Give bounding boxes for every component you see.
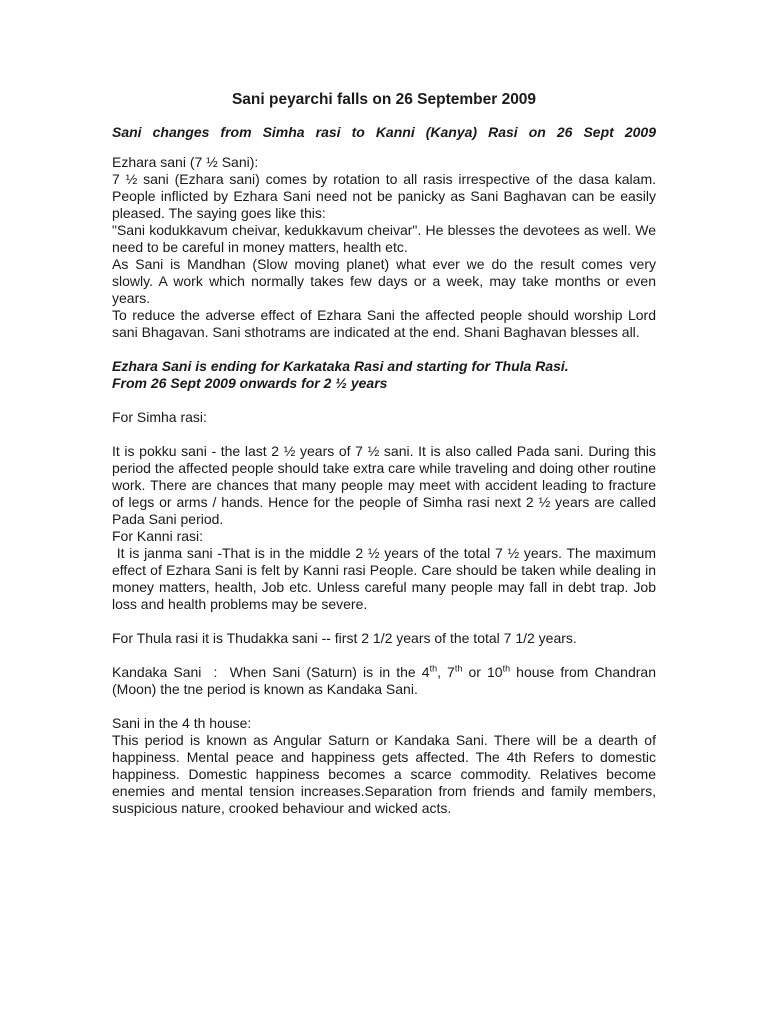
spacer	[112, 392, 656, 409]
spacer	[112, 426, 656, 443]
house4-section	[112, 715, 656, 817]
intro-paragraph-2: "Sani kodukkavum cheivar, kedukkavum cheivar". He blesses the devotees as well. We need to be careful in money matters, health etc.	[112, 222, 656, 255]
intro-heading: Ezhara sani (7 ½ Sani):	[112, 154, 259, 170]
kandaka-sup-2: th	[454, 663, 463, 674]
house4-heading: Sani in the 4 th house:	[112, 715, 252, 731]
kandaka-part-3: or 10	[462, 664, 503, 680]
intro-paragraph-3: As Sani is Mandhan (Slow moving planet) what ever we do the result comes very slowly. A work which normally takes few days or a week, may take months or even years.	[112, 256, 656, 306]
page-subtitle: Sani changes from Simha rasi to Kanni (Kanya) Rasi on 26 Sept 2009	[112, 124, 656, 140]
spacer	[112, 341, 656, 358]
page-title: Sani peyarchi falls on 26 September 2009	[231, 91, 537, 108]
simha-section	[112, 409, 660, 613]
thula-section	[112, 630, 656, 647]
kandaka-text	[112, 663, 660, 698]
kanni-heading: For Kanni rasi:	[112, 528, 204, 544]
kandaka-part-2: , 7	[437, 664, 455, 680]
kandaka-part-1: Kandaka Sani : When Sani (Saturn) is in the 4	[112, 664, 430, 680]
spacer	[112, 698, 656, 715]
ending-line-1: Ezhara Sani is ending for Karkataka Rasi and starting for Thula Rasi.	[112, 358, 569, 374]
thula-text: For Thula rasi it is Thudakka sani -- first 2 1/2 years of the total 7 1/2 years.	[112, 630, 577, 646]
intro-section	[112, 154, 656, 341]
kandaka-section	[112, 663, 660, 698]
kandaka-sup-1: th	[429, 663, 438, 674]
simha-body: It is pokku sani - the last 2 ½ years of 7 ½ sani. It is also called Pada sani. During this period the affected people should take extra care while traveling and doing other routine work. There are chances that many people may meet with accident leading to fracture of legs or arms / hands. Hence for the people of Simha rasi next 2 ½ years are called Pada Sani period.	[112, 443, 656, 527]
house4-body: This period is known as Angular Saturn or Kandaka Sani. There will be a dearth of happiness. Mental peace and happiness gets affected. The 4th Refers to domestic happiness. Domestic happiness becomes a scarce commodity. Relatives become enemies and mental tension increases.Separation from friends and family members, suspicious nature, crooked behaviour and wicked acts.	[112, 732, 656, 816]
ending-line-2: From 26 Sept 2009 onwards for 2 ½ years	[112, 375, 388, 391]
intro-paragraph-4: To reduce the adverse effect of Ezhara Sani the affected people should worship Lord sani Bhagavan. Sani sthotrams are indicated at the end. Shani Baghavan blesses all.	[112, 307, 656, 340]
spacer	[112, 647, 656, 664]
kanni-body: It is janma sani -That is in the middle 2 ½ years of the total 7 ½ years. The maximum effect of Ezhara Sani is felt by Kanni rasi People. Care should be taken while dealing in money matters, health, Job etc. Unless careful many people may fall in debt trap. Job loss and health problems may be severe.	[112, 545, 660, 612]
intro-paragraph-1: 7 ½ sani (Ezhara sani) comes by rotation to all rasis irrespective of the dasa kalam. People inflicted by Ezhara Sani need not be panicky as Sani Baghavan can be easily pleased. The saying goes like this:	[112, 171, 656, 221]
kandaka-sup-3: th	[502, 663, 511, 674]
kandaka-part-4: house from Chandran (Moon) the tne period is known as Kandaka Sani.	[112, 664, 660, 697]
simha-heading: For Simha rasi:	[112, 409, 207, 425]
ending-section	[112, 358, 656, 392]
spacer	[112, 613, 656, 630]
